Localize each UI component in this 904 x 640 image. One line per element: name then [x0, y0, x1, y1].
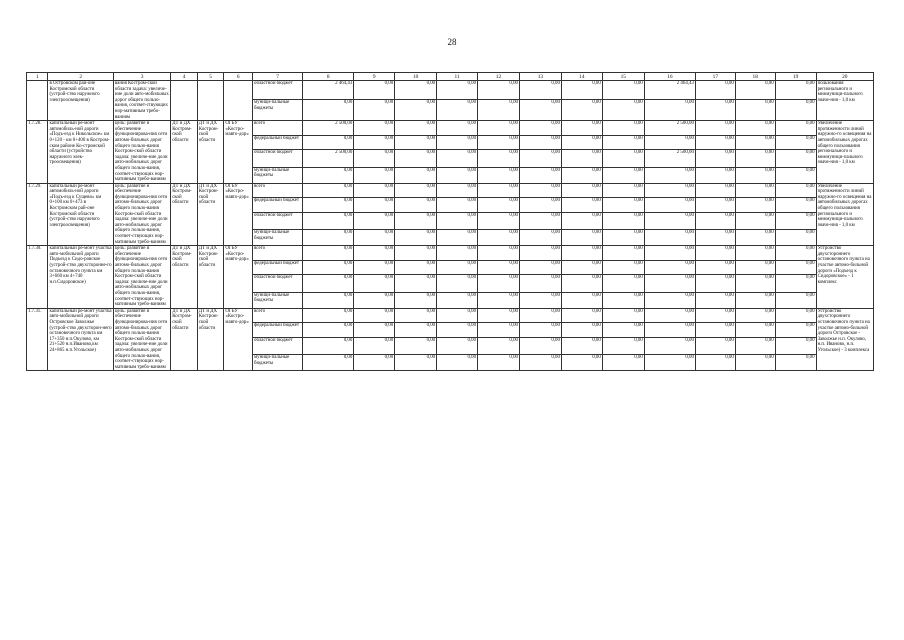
funding-amount: 2 500,00 [644, 150, 695, 167]
funding-amount: 0,00 [735, 355, 775, 371]
funding-amount: 0,00 [437, 308, 478, 323]
funding-amount: 0,00 [644, 323, 695, 338]
funding-amount: 0,00 [695, 183, 735, 198]
funding-amount: 0,00 [735, 150, 775, 167]
funding-amount: 0,00 [437, 355, 478, 371]
activity-name: капитальный ре-монт автомобиль-ной дороги «Подъ-езд к Сущево» км 0+100 км 0+473 в Костромском рай-оне Костромской области (устрой-ство наружного электроосвещения) [48, 183, 113, 246]
funding-amount: 0,00 [735, 323, 775, 338]
funding-amount: 0,00 [519, 323, 561, 338]
funding-amount: 0,00 [395, 308, 437, 323]
funding-amount: 0,00 [695, 121, 735, 136]
funding-amount: 0,00 [775, 308, 816, 323]
funding-amount: 0,00 [519, 198, 561, 213]
funding-amount: 0,00 [735, 167, 775, 183]
funding-amount: 0,00 [519, 81, 561, 100]
item-number: 1.7.29. [27, 183, 48, 246]
funding-amount: 0,00 [478, 167, 520, 183]
column-number-cell: 17 [695, 73, 735, 81]
goal-task: цель: развитие и обеспечение функционирова-ния сети автомо-бильных дорог общего пользо-вания Костром-ской области задача: увеличе-ние доли авто-мобильных дорог общего пользо-вания, соответ-ствующих нор-мативным требо-ваниям [113, 183, 170, 246]
funding-amount: 0,00 [561, 167, 602, 183]
funding-source: федеральный бюджет [253, 260, 303, 275]
funding-amount: 0,00 [644, 183, 695, 198]
funding-amount: 0,00 [561, 337, 602, 354]
funding-amount: 0,00 [478, 150, 520, 167]
funding-amount: 0,00 [303, 308, 354, 323]
funding-source: всего [253, 121, 303, 136]
funding-amount: 0,00 [775, 121, 816, 136]
funding-amount: 0,00 [561, 212, 602, 229]
funding-source: всего [253, 308, 303, 323]
expected-result: Увеличение протяженности линий наружно-го освещения на автомобильных дорогах общего пользования регионального и межмуници-пального значе-ния - 1,0 км [816, 121, 873, 184]
funding-amount: 0,00 [775, 355, 816, 371]
funding-amount: 0,00 [644, 230, 695, 246]
funding-amount: 0,00 [775, 246, 816, 261]
funding-amount: 0,00 [437, 246, 478, 261]
expected-result: пользования регионального и межмуници-пального значе-ния - 1,0 км [816, 81, 873, 121]
co-executor: ДТ и ДХ Костром-ской области [197, 308, 224, 371]
funding-amount: 0,00 [775, 292, 816, 308]
funding-amount: 0,00 [695, 230, 735, 246]
funding-amount: 0,00 [695, 100, 735, 121]
funding-amount: 0,00 [602, 198, 644, 213]
responsible-executor: ДТ и ДХ Костром-ской области [171, 121, 198, 184]
page-number: 28 [447, 37, 457, 47]
funding-amount: 0,00 [395, 135, 437, 150]
funding-amount: 0,00 [395, 230, 437, 246]
goal-task: цель: развитие и обеспечение функционирова-ния сети автомо-бильных дорог общего пользо-вания Костром-ской области задача: увеличе-ние доли авто-мобильных дорог общего пользо-вания, соответ-ствующих нор-мативным требо-ваниям [113, 246, 170, 309]
funding-amount: 0,00 [561, 183, 602, 198]
funding-amount: 0,00 [775, 81, 816, 100]
funding-amount: 0,00 [735, 246, 775, 261]
funding-amount: 0,00 [735, 260, 775, 275]
column-number-cell: 16 [644, 73, 695, 81]
program-activities-table [26, 72, 874, 371]
funding-amount: 0,00 [303, 337, 354, 354]
funding-amount: 0,00 [354, 275, 395, 292]
funding-amount: 0,00 [775, 230, 816, 246]
funding-amount: 0,00 [354, 292, 395, 308]
co-executor: ДТ и ДХ Костром-ской области [197, 183, 224, 246]
funding-amount: 0,00 [735, 198, 775, 213]
funding-amount: 0,00 [478, 246, 520, 261]
funding-amount: 2 500,00 [303, 150, 354, 167]
column-number-cell: 20 [816, 73, 873, 81]
funding-amount: 0,00 [695, 198, 735, 213]
funding-source: муници-пальные бюджеты [253, 167, 303, 183]
funding-amount: 0,00 [561, 308, 602, 323]
funding-amount: 0,00 [695, 308, 735, 323]
participant: ОГБУ «Костро-мавто-дор» [224, 183, 253, 246]
funding-source: областной бюджет [253, 212, 303, 229]
funding-amount: 0,00 [303, 230, 354, 246]
funding-amount: 0,00 [354, 100, 395, 121]
activity-name: в Островском рай-оне Костромской области (устрой-ство наружного электроосвещения) [48, 81, 113, 121]
funding-amount: 0,00 [354, 246, 395, 261]
funding-amount: 0,00 [561, 355, 602, 371]
funding-source: муници-пальные бюджеты [253, 100, 303, 121]
funding-amount: 0,00 [395, 337, 437, 354]
funding-amount: 0,00 [644, 275, 695, 292]
funding-amount: 0,00 [775, 337, 816, 354]
funding-source: всего [253, 183, 303, 198]
funding-amount: 0,00 [775, 323, 816, 338]
funding-amount: 0,00 [519, 246, 561, 261]
funding-amount: 0,00 [437, 260, 478, 275]
funding-amount: 0,00 [303, 135, 354, 150]
column-number-cell: 14 [561, 73, 602, 81]
funding-amount: 0,00 [303, 323, 354, 338]
funding-amount: 0,00 [303, 183, 354, 198]
funding-amount: 0,00 [303, 246, 354, 261]
funding-amount: 0,00 [561, 246, 602, 261]
funding-amount: 0,00 [519, 260, 561, 275]
funding-amount: 0,00 [561, 100, 602, 121]
funding-source: областной бюджет [253, 337, 303, 354]
funding-amount: 0,00 [519, 183, 561, 198]
funding-amount: 0,00 [519, 337, 561, 354]
funding-amount: 0,00 [735, 121, 775, 136]
funding-amount: 0,00 [602, 81, 644, 100]
funding-source: всего [253, 246, 303, 261]
funding-amount: 0,00 [695, 260, 735, 275]
funding-amount: 0,00 [602, 135, 644, 150]
co-executor: ДТ и ДХ Костром-ской области [197, 246, 224, 309]
funding-amount: 0,00 [735, 275, 775, 292]
funding-amount: 0,00 [395, 198, 437, 213]
funding-amount: 0,00 [478, 230, 520, 246]
funding-amount: 0,00 [644, 355, 695, 371]
goal-task: цель: развитие и обеспечение функционирова-ния сети автомо-бильных дорог общего пользо-вания Костром-ской области задача: увеличе-ние доли авто-мобильных дорог общего пользо-вания, соответ-ствующих нор-мативным требо-ваниям [113, 308, 170, 371]
funding-amount: 0,00 [695, 355, 735, 371]
column-number-cell: 13 [519, 73, 561, 81]
funding-amount: 0,00 [437, 135, 478, 150]
item-number [27, 81, 48, 121]
funding-amount: 0,00 [775, 198, 816, 213]
funding-amount: 0,00 [602, 337, 644, 354]
funding-amount: 0,00 [695, 167, 735, 183]
funding-amount: 0,00 [602, 100, 644, 121]
funding-amount: 0,00 [303, 355, 354, 371]
funding-amount: 0,00 [395, 275, 437, 292]
funding-amount: 0,00 [644, 308, 695, 323]
funding-amount: 0,00 [354, 121, 395, 136]
funding-amount: 0,00 [695, 212, 735, 229]
funding-amount: 0,00 [354, 323, 395, 338]
funding-amount: 0,00 [561, 150, 602, 167]
funding-amount: 0,00 [437, 100, 478, 121]
funding-amount: 0,00 [354, 230, 395, 246]
funding-amount: 0,00 [644, 260, 695, 275]
funding-amount: 0,00 [437, 121, 478, 136]
participant: ОГБУ «Костро-мавто-дор» [224, 121, 253, 184]
funding-amount: 0,00 [437, 292, 478, 308]
funding-amount: 0,00 [395, 150, 437, 167]
funding-amount: 0,00 [395, 292, 437, 308]
funding-source: областной бюджет [253, 150, 303, 167]
funding-amount: 0,00 [395, 183, 437, 198]
funding-amount: 0,00 [695, 323, 735, 338]
funding-amount: 0,00 [775, 275, 816, 292]
funding-amount: 0,00 [395, 81, 437, 100]
funding-amount: 0,00 [478, 355, 520, 371]
funding-source: федеральный бюджет [253, 323, 303, 338]
funding-amount: 0,00 [775, 183, 816, 198]
funding-amount: 0,00 [602, 150, 644, 167]
funding-amount: 0,00 [735, 292, 775, 308]
funding-amount: 0,00 [395, 121, 437, 136]
funding-amount: 0,00 [354, 260, 395, 275]
funding-source: муници-пальные бюджеты [253, 230, 303, 246]
funding-amount: 0,00 [395, 100, 437, 121]
funding-amount: 2 464,43 [303, 81, 354, 100]
funding-amount: 2 500,00 [644, 121, 695, 136]
column-number-cell: 6 [224, 73, 253, 81]
funding-amount: 0,00 [303, 167, 354, 183]
funding-amount: 0,00 [303, 275, 354, 292]
funding-amount: 0,00 [519, 135, 561, 150]
funding-amount: 0,00 [561, 121, 602, 136]
funding-amount: 0,00 [478, 260, 520, 275]
funding-amount: 0,00 [602, 167, 644, 183]
funding-amount: 0,00 [354, 81, 395, 100]
funding-amount: 0,00 [303, 100, 354, 121]
funding-amount: 0,00 [735, 183, 775, 198]
column-number-cell: 1 [27, 73, 48, 81]
expected-result: Устройство двухстороннего остановочного пункта на участке автомо-бильной дороги «Подъезд к Сидоровское» - 1 комплекс [816, 246, 873, 309]
funding-amount: 0,00 [602, 183, 644, 198]
funding-amount: 0,00 [354, 183, 395, 198]
column-number-cell: 8 [303, 73, 354, 81]
funding-amount: 0,00 [644, 135, 695, 150]
funding-amount: 0,00 [519, 355, 561, 371]
funding-amount: 0,00 [437, 323, 478, 338]
column-number-cell: 3 [113, 73, 170, 81]
funding-amount: 0,00 [644, 246, 695, 261]
activity-row [27, 183, 874, 198]
funding-amount: 0,00 [735, 81, 775, 100]
funding-amount: 0,00 [519, 121, 561, 136]
funding-amount: 0,00 [478, 308, 520, 323]
funding-source: областной бюджет [253, 275, 303, 292]
funding-amount: 0,00 [478, 212, 520, 229]
funding-amount: 0,00 [602, 121, 644, 136]
funding-amount: 0,00 [519, 230, 561, 246]
funding-amount: 0,00 [695, 337, 735, 354]
funding-amount: 0,00 [644, 337, 695, 354]
item-number: 1.7.28. [27, 121, 48, 184]
funding-amount: 0,00 [437, 198, 478, 213]
funding-amount: 0,00 [437, 81, 478, 100]
participant: ОГБУ «Костро-мавто-дор» [224, 246, 253, 309]
column-number-cell: 15 [602, 73, 644, 81]
funding-amount: 0,00 [695, 292, 735, 308]
responsible-executor [171, 81, 198, 121]
funding-amount: 0,00 [437, 212, 478, 229]
expected-result: Увеличение протяженности линий наружно-го освещения на автомобильных дорогах общего пользования регионального и межмуници-пального значе-ния - 1,0 км [816, 183, 873, 246]
funding-amount: 0,00 [735, 135, 775, 150]
funding-amount: 0,00 [395, 167, 437, 183]
funding-amount: 0,00 [735, 308, 775, 323]
funding-amount: 0,00 [561, 323, 602, 338]
funding-amount: 0,00 [303, 292, 354, 308]
funding-amount: 0,00 [561, 198, 602, 213]
funding-amount: 0,00 [602, 230, 644, 246]
funding-amount: 0,00 [602, 355, 644, 371]
activity-row [27, 308, 874, 323]
column-number-cell: 10 [395, 73, 437, 81]
funding-amount: 0,00 [735, 230, 775, 246]
funding-amount: 0,00 [695, 246, 735, 261]
funding-amount: 0,00 [695, 275, 735, 292]
activity-name: капитальный ре-монт участка авто-мобильной дороги Подъезд к Сидо-ровское (устрой-ство двухсторонне-го остановочного пункта км 3+660 км 4+740 н.п.Сидоровское) [48, 246, 113, 309]
funding-amount: 0,00 [478, 323, 520, 338]
funding-amount: 0,00 [519, 167, 561, 183]
funding-amount: 2 500,00 [303, 121, 354, 136]
column-number-cell: 19 [775, 73, 816, 81]
responsible-executor: ДТ и ДХ Костром-ской области [171, 246, 198, 309]
goal-task: цель: развитие и обеспечение функционирова-ния сети автомо-бильных дорог общего пользо-вания Костром-ской области задача: увеличе-ние доли авто-мобильных дорог общего пользо-вания, соответ-ствующих нор-мативным требо-ваниям [113, 121, 170, 184]
funding-amount: 0,00 [478, 275, 520, 292]
funding-amount: 0,00 [519, 212, 561, 229]
item-number: 1.7.30. [27, 246, 48, 309]
funding-amount: 0,00 [354, 198, 395, 213]
activity-row [27, 121, 874, 136]
funding-amount: 0,00 [735, 100, 775, 121]
funding-amount: 0,00 [602, 275, 644, 292]
funding-amount: 0,00 [695, 135, 735, 150]
funding-amount: 0,00 [303, 260, 354, 275]
funding-amount: 0,00 [561, 230, 602, 246]
column-number-row [27, 73, 874, 81]
funding-amount: 0,00 [437, 275, 478, 292]
funding-amount: 0,00 [437, 167, 478, 183]
funding-source: федеральный бюджет [253, 135, 303, 150]
funding-amount: 0,00 [561, 275, 602, 292]
responsible-executor: ДТ и ДХ Костром-ской области [171, 308, 198, 371]
funding-amount: 0,00 [561, 292, 602, 308]
funding-amount: 0,00 [695, 150, 735, 167]
item-number: 1.7.31. [27, 308, 48, 371]
funding-amount: 0,00 [561, 81, 602, 100]
goal-task: вания Костром-ской области задача: увеличе-ние доли авто-мобильных дорог общего пользо-вания, соответ-ствующих нор-мативным требо-ваниям [114, 81, 169, 120]
funding-amount: 0,00 [644, 167, 695, 183]
funding-amount: 0,00 [354, 212, 395, 229]
funding-amount: 0,00 [775, 135, 816, 150]
funding-amount: 0,00 [437, 150, 478, 167]
funding-amount: 0,00 [354, 308, 395, 323]
funding-amount: 0,00 [602, 246, 644, 261]
activity-name: капитальный ре-монт участка авто-мобильной дороги Островское Заволжье (устрой-ство двухсторон-него остановочного пункта км 17+350 н.п.Окулово, км 21+520 н.п.Иваново,км 24+865 н.п.Угольское) [48, 308, 113, 371]
funding-amount: 0,00 [395, 212, 437, 229]
activity-row [27, 81, 874, 100]
activity-name: капитальный ре-монт автомобиль-ной дороги «Подъ-езд к Никольское» км 0+120 - км 0+400 в Костром-ском районе Ко-стромской области (устройство наружного элек-троосвещения) [48, 121, 113, 184]
funding-amount: 0,00 [478, 292, 520, 308]
funding-amount: 0,00 [437, 337, 478, 354]
funding-amount: 2 464,43 [644, 81, 695, 100]
funding-amount: 0,00 [303, 198, 354, 213]
funding-amount: 0,00 [644, 100, 695, 121]
funding-amount: 0,00 [395, 260, 437, 275]
funding-amount: 0,00 [354, 337, 395, 354]
funding-amount: 0,00 [478, 198, 520, 213]
funding-amount: 0,00 [354, 355, 395, 371]
funding-amount: 0,00 [775, 260, 816, 275]
funding-amount: 0,00 [561, 135, 602, 150]
column-number-cell: 18 [735, 73, 775, 81]
column-number-cell: 7 [253, 73, 303, 81]
funding-amount: 0,00 [561, 260, 602, 275]
funding-amount: 0,00 [519, 292, 561, 308]
funding-amount: 0,00 [519, 275, 561, 292]
responsible-executor: ДТ и ДХ Костром-ской области [171, 183, 198, 246]
funding-source: областной бюджет [253, 81, 303, 100]
funding-amount: 0,00 [478, 337, 520, 354]
funding-amount: 0,00 [644, 212, 695, 229]
funding-amount: 0,00 [519, 308, 561, 323]
funding-amount: 0,00 [519, 100, 561, 121]
funding-amount: 0,00 [519, 150, 561, 167]
funding-amount: 0,00 [602, 308, 644, 323]
column-number-cell: 4 [171, 73, 198, 81]
participant [224, 81, 253, 121]
funding-amount: 0,00 [478, 135, 520, 150]
funding-source: муници-пальные бюджеты [253, 292, 303, 308]
column-number-cell: 2 [48, 73, 113, 81]
funding-amount: 0,00 [775, 150, 816, 167]
funding-amount: 0,00 [602, 260, 644, 275]
funding-amount: 0,00 [735, 337, 775, 354]
column-number-cell: 12 [478, 73, 520, 81]
funding-amount: 0,00 [695, 81, 735, 100]
expected-result: Устройство двухстороннего остановочного пункта на участке автомо-бильной дороги Островское - Заволжье н.п. Окулово, н.п. Иваново, н.п. Угольское) - 3 комплекса [816, 308, 873, 371]
funding-amount: 0,00 [395, 323, 437, 338]
funding-source: федеральный бюджет [253, 198, 303, 213]
funding-amount: 0,00 [602, 292, 644, 308]
funding-amount: 0,00 [775, 100, 816, 121]
column-number-cell: 9 [354, 73, 395, 81]
funding-amount: 0,00 [644, 198, 695, 213]
funding-amount: 0,00 [354, 135, 395, 150]
funding-amount: 0,00 [303, 212, 354, 229]
funding-amount: 0,00 [602, 323, 644, 338]
activity-row [27, 246, 874, 261]
funding-amount: 0,00 [395, 246, 437, 261]
funding-amount: 0,00 [478, 121, 520, 136]
co-executor: ДТ и ДХ Костром-ской области [197, 121, 224, 184]
funding-amount: 0,00 [437, 230, 478, 246]
funding-amount: 0,00 [437, 183, 478, 198]
funding-amount: 0,00 [644, 292, 695, 308]
funding-source: муници-пальные бюджеты [253, 355, 303, 371]
funding-amount: 0,00 [354, 167, 395, 183]
funding-amount: 0,00 [395, 355, 437, 371]
participant: ОГБУ «Костро-мавто-дор» [224, 308, 253, 371]
column-number-cell: 5 [197, 73, 224, 81]
funding-amount: 0,00 [602, 212, 644, 229]
funding-amount: 0,00 [775, 167, 816, 183]
funding-amount: 0,00 [775, 212, 816, 229]
funding-amount: 0,00 [478, 100, 520, 121]
funding-amount: 0,00 [354, 150, 395, 167]
co-executor [197, 81, 224, 121]
column-number-cell: 11 [437, 73, 478, 81]
funding-amount: 0,00 [478, 81, 520, 100]
funding-amount: 0,00 [478, 183, 520, 198]
funding-amount: 0,00 [735, 212, 775, 229]
